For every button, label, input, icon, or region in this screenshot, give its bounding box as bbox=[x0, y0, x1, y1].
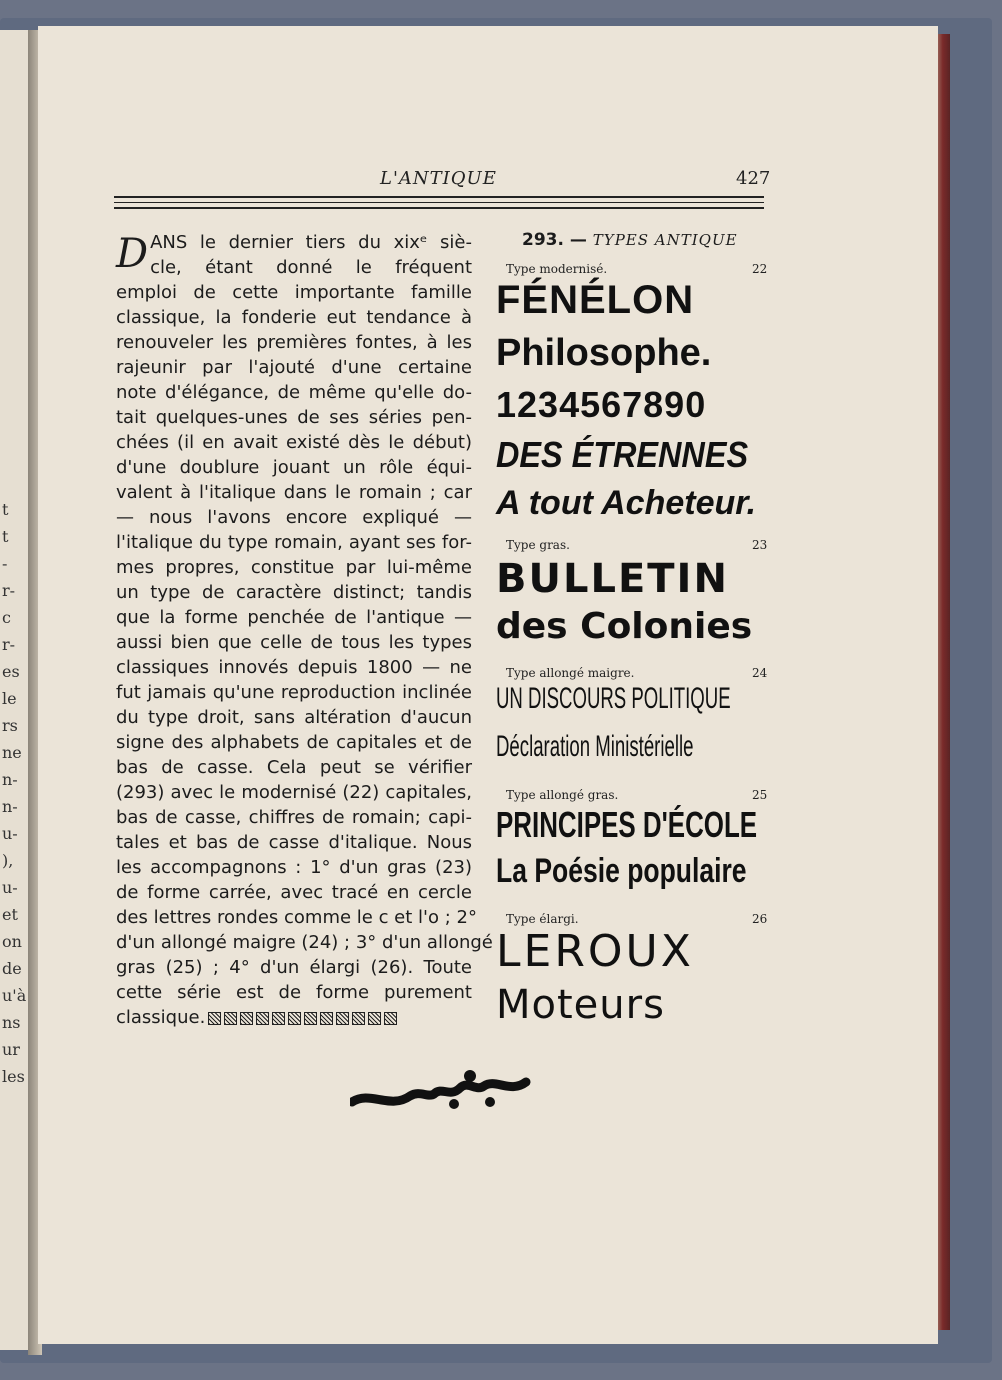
body-line bbox=[116, 730, 472, 755]
head-rule bbox=[114, 202, 764, 203]
body-line-text: fut jamais qu'une reproduction inclinée bbox=[116, 682, 472, 703]
type-number: 24 bbox=[752, 666, 768, 680]
ornament-square-icon bbox=[224, 1012, 237, 1025]
left-page-fragment: ns bbox=[2, 1013, 21, 1032]
body-line-text: du type droit, sans altération d'aucun bbox=[116, 707, 472, 728]
body-line-text: d'une doublure jouant un rôle équi- bbox=[116, 457, 472, 478]
ornament-square-icon bbox=[208, 1012, 221, 1025]
body-line-text: cette série est de forme purement bbox=[116, 982, 472, 1003]
left-page-fragment: rs bbox=[2, 716, 18, 735]
ornament-square-icon bbox=[352, 1012, 365, 1025]
page-number: 427 bbox=[736, 168, 771, 189]
body-line bbox=[116, 780, 472, 805]
body-line bbox=[116, 705, 472, 730]
ornament-square-icon bbox=[288, 1012, 301, 1025]
specimen-line: BULLETIN bbox=[496, 556, 729, 602]
body-line bbox=[116, 955, 472, 980]
body-line-text: signe des alphabets de capitales et de bbox=[116, 732, 472, 753]
body-line-text: classiques innovés depuis 1800 — ne bbox=[116, 657, 472, 678]
body-line bbox=[116, 605, 472, 630]
left-page-fragment: les bbox=[2, 1067, 25, 1086]
specimen-line: FÉNÉLON bbox=[496, 278, 695, 322]
body-line-text: classique, la fonderie eut tendance à bbox=[116, 307, 472, 328]
body-line bbox=[116, 505, 472, 530]
type-number: 23 bbox=[752, 538, 768, 552]
body-line bbox=[116, 655, 472, 680]
body-line bbox=[116, 280, 472, 305]
specimen-line: Moteurs bbox=[496, 982, 665, 1028]
specimen-line: La Poésie populaire bbox=[496, 852, 747, 890]
specimen-heading-title: TYPES ANTIQUE bbox=[592, 231, 738, 249]
body-line bbox=[116, 430, 472, 455]
left-page-fragment: - bbox=[2, 554, 8, 573]
type-note: Type modernisé. bbox=[506, 262, 608, 276]
left-page-fragment: et bbox=[2, 905, 18, 924]
body-line bbox=[116, 405, 472, 430]
body-line bbox=[116, 555, 472, 580]
body-line bbox=[116, 1005, 472, 1030]
specimen-line: 1234567890 bbox=[496, 384, 707, 425]
body-line bbox=[116, 855, 472, 880]
body-line-text: ANS le dernier tiers du xixᵉ siè- bbox=[150, 232, 472, 253]
body-line-text: gras (25) ; 4° d'un élargi (26). Toute bbox=[116, 957, 472, 978]
specimen-line: DES ÉTRENNES bbox=[496, 434, 749, 475]
head-rule bbox=[114, 196, 764, 198]
left-page-fragment: ne bbox=[2, 743, 22, 762]
body-line-text: cle, étant donné le fréquent bbox=[150, 257, 472, 278]
body-line-text: tales et bas de casse d'italique. Nous bbox=[116, 832, 472, 853]
left-page-fragment: c bbox=[2, 608, 11, 627]
body-line bbox=[116, 530, 472, 555]
specimen-line: LEROUX bbox=[496, 926, 694, 977]
body-line-text: — nous l'avons encore expliqué — bbox=[116, 507, 472, 528]
body-line bbox=[116, 580, 472, 605]
body-line bbox=[116, 305, 472, 330]
body-line bbox=[116, 330, 472, 355]
type-note: Type gras. bbox=[506, 538, 570, 552]
body-line-text: (293) avec le modernisé (22) capitales, bbox=[116, 782, 472, 803]
ornament-square-icon bbox=[240, 1012, 253, 1025]
specimen-line: UN DISCOURS POLITIQUE bbox=[496, 682, 731, 715]
body-line-text: note d'élégance, de même qu'elle do- bbox=[116, 382, 472, 403]
body-line-text: tait quelques-unes de ses séries pen- bbox=[116, 407, 472, 428]
body-line-text: rajeunir par l'ajouté d'une certaine bbox=[116, 357, 472, 378]
body-line-text: valent à l'italique dans le romain ; car bbox=[116, 482, 472, 503]
specimen-line: des Colonies bbox=[496, 606, 753, 647]
body-line bbox=[116, 230, 472, 255]
ornament-square-icon bbox=[384, 1012, 397, 1025]
ornament-square-icon bbox=[304, 1012, 317, 1025]
body-line-text: d'un allongé maigre (24) ; 3° d'un allongé bbox=[116, 932, 493, 953]
body-line bbox=[116, 380, 472, 405]
body-line-text: aussi bien que celle de tous les types bbox=[116, 632, 472, 653]
head-rule bbox=[114, 207, 764, 209]
left-page-fragment: le bbox=[2, 689, 17, 708]
drop-cap: D bbox=[116, 231, 149, 277]
left-page-fragment: t bbox=[2, 527, 9, 546]
body-line-text: bas de casse, chiffres de romain; capi- bbox=[116, 807, 472, 828]
body-line bbox=[116, 455, 472, 480]
running-head: L'ANTIQUE bbox=[380, 168, 497, 189]
left-page-fragment: u- bbox=[2, 824, 18, 843]
body-line-text: de forme carrée, avec tracé en cercle bbox=[116, 882, 472, 903]
body-line bbox=[116, 980, 472, 1005]
specimen-heading-number: 293. — bbox=[522, 230, 587, 250]
specimen-heading bbox=[522, 230, 738, 250]
left-page-fragment: ur bbox=[2, 1040, 20, 1059]
body-line-text: bas de casse. Cela peut se vérifier bbox=[116, 757, 472, 778]
left-page-fragment: r- bbox=[2, 581, 16, 600]
body-line bbox=[116, 255, 472, 280]
left-page-fragment: n- bbox=[2, 797, 18, 816]
body-line-text: classique. bbox=[116, 1007, 206, 1028]
body-line-text: chées (il en avait existé dès le début) bbox=[116, 432, 472, 453]
body-line-text: que la forme penchée de l'antique — bbox=[116, 607, 472, 628]
flourish-ornament bbox=[350, 1068, 540, 1118]
body-line bbox=[116, 355, 472, 380]
specimen-line: Déclaration Ministérielle bbox=[496, 730, 694, 763]
body-line-text: un type de caractère distinct; tandis bbox=[116, 582, 472, 603]
body-line bbox=[116, 755, 472, 780]
type-number: 22 bbox=[752, 262, 768, 276]
body-line bbox=[116, 930, 493, 955]
specimen-line: PRINCIPES D'ÉCOLE bbox=[496, 804, 758, 845]
body-line-text: l'italique du type romain, ayant ses for- bbox=[116, 532, 472, 553]
body-line bbox=[116, 805, 472, 830]
ornament-square-icon bbox=[256, 1012, 269, 1025]
specimen-line: A tout Acheteur. bbox=[496, 484, 757, 522]
body-line bbox=[116, 680, 472, 705]
left-page-fragment: on bbox=[2, 932, 22, 951]
body-line-text: renouveler les premières fontes, à les bbox=[116, 332, 472, 353]
type-note: Type allongé maigre. bbox=[506, 666, 635, 680]
body-text bbox=[116, 230, 493, 1030]
body-line-text: les accompagnons : 1° d'un gras (23) bbox=[116, 857, 472, 878]
body-line bbox=[116, 830, 472, 855]
ornament-square-icon bbox=[320, 1012, 333, 1025]
ornament-square-icon bbox=[272, 1012, 285, 1025]
body-line bbox=[116, 905, 477, 930]
ornament-square-icon bbox=[336, 1012, 349, 1025]
left-page-fragment: u- bbox=[2, 878, 18, 897]
type-note: Type allongé gras. bbox=[506, 788, 619, 802]
left-page-fragment: es bbox=[2, 662, 20, 681]
body-line-text: des lettres rondes comme le c et l'o ; 2° bbox=[116, 907, 477, 928]
body-line bbox=[116, 880, 472, 905]
body-line bbox=[116, 630, 472, 655]
left-page-fragment: r- bbox=[2, 635, 16, 654]
ornament-square-icon bbox=[368, 1012, 381, 1025]
body-line-text: mes propres, constitue par lui-même bbox=[116, 557, 472, 578]
type-number: 26 bbox=[752, 912, 768, 926]
left-page-fragment: de bbox=[2, 959, 22, 978]
body-line-text: emploi de cette importante famille bbox=[116, 282, 472, 303]
left-page-fragment: n- bbox=[2, 770, 18, 789]
left-page-fragment: ), bbox=[2, 851, 14, 870]
specimen-line: Philosophe. bbox=[496, 332, 712, 374]
left-page-fragment: t bbox=[2, 500, 9, 519]
type-number: 25 bbox=[752, 788, 768, 802]
left-page-fragment: u'à bbox=[2, 986, 27, 1005]
body-line bbox=[116, 480, 472, 505]
type-note: Type élargi. bbox=[506, 912, 579, 926]
